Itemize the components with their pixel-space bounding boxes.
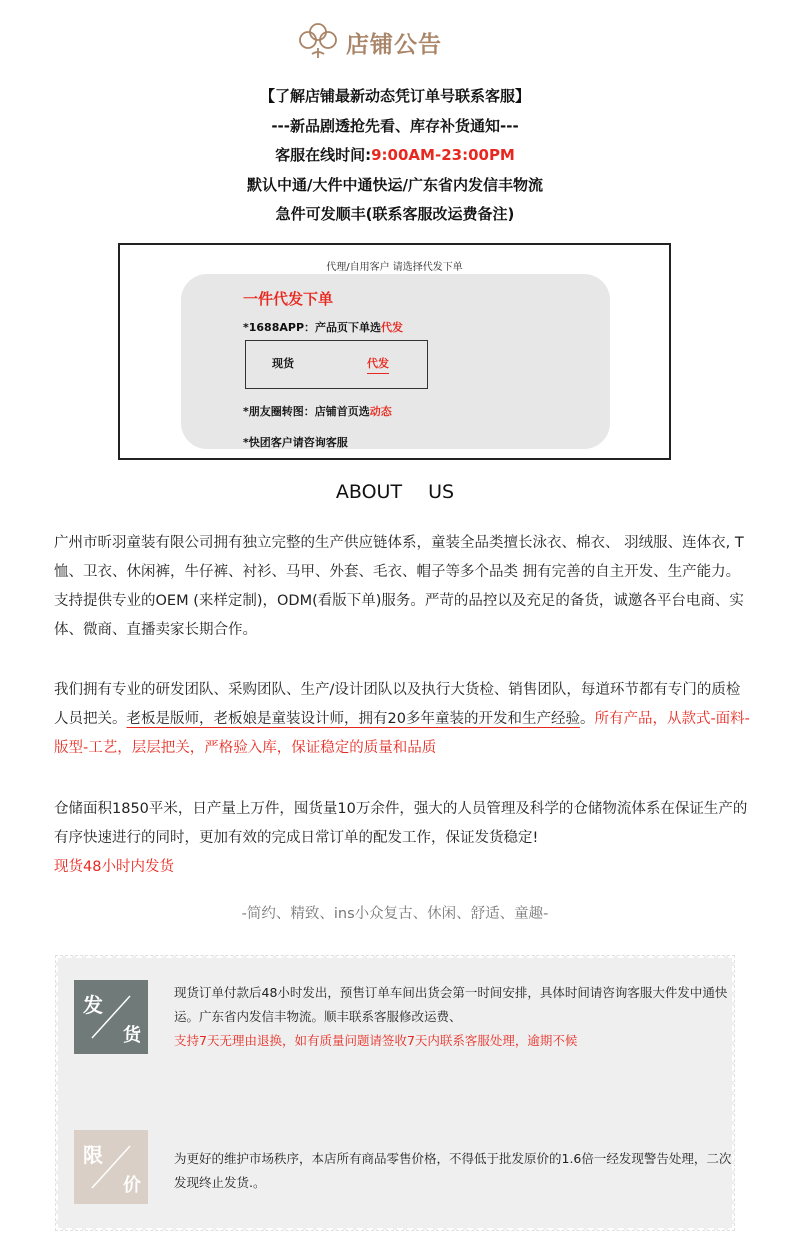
notice-line: 急件可发顺丰(联系客服改运费备注) xyxy=(275,205,515,223)
return-policy-highlight: 支持7天无理由退换，如有质量问题请签收7天内联系客服处理，逾期不候 xyxy=(174,1033,578,1048)
badge-char: 发 xyxy=(83,993,103,1017)
store-notice-header xyxy=(0,18,790,64)
team-sep: 。 xyxy=(579,711,595,727)
instruction-text: *1688APP：产品页下单选 xyxy=(243,321,382,334)
order-instruction-1688 xyxy=(243,319,403,335)
warehouse-text: 仓储面积1850平米，日产量上万件，囤货量10万余件，强大的人员管理及科学的仓储物流体系在保证生产的有序快速进行的同时，更加有效的完成日常订单的配发工作，保证发货稳定! xyxy=(54,801,748,846)
notice-line: 【了解店铺最新动态凭订单号联系客服】 xyxy=(259,87,530,105)
style-tagline: -简约、精致、ins小众复古、休闲、舒适、童趣- xyxy=(241,906,549,922)
page-title: 店铺公告 xyxy=(346,32,442,58)
about-us-title: ABOUT US xyxy=(335,481,455,503)
shipping-policy-text xyxy=(174,981,734,1053)
order-option-selector xyxy=(245,340,428,389)
policy-panel xyxy=(56,956,734,1230)
price-policy-text: 为更好的维护市场秩序，本店所有商品零售价格，不得低于批发原价的1.6倍一经发现警告处理，二次发现终止发货.。 xyxy=(174,1151,732,1190)
order-instruction-moments xyxy=(243,403,392,419)
order-instruction-group: *快团客户请咨询客服 xyxy=(243,436,348,449)
experience-highlight: 老板是版师，老板娘是童装设计师，拥有20多年童装的开发和生产经验 xyxy=(126,711,580,727)
order-caption: 代理/自用客户 请选择代发下单 xyxy=(326,262,463,273)
instruction-highlight: 代发 xyxy=(381,321,404,334)
order-title: 一件代发下单 xyxy=(243,290,334,308)
badge-char: 价 xyxy=(123,1175,141,1196)
order-panel xyxy=(181,274,610,449)
notice-line-hours xyxy=(0,141,790,171)
badge-char: 货 xyxy=(123,1025,141,1046)
option-dropship[interactable]: 代发 xyxy=(367,355,389,374)
option-stock[interactable]: 现货 xyxy=(272,357,294,370)
quality-highlight: 所有产品，从款式-面料-版型-工艺，层层把关，严格验入库，保证稳定的质量和品质 xyxy=(54,711,750,756)
warehouse-paragraph xyxy=(54,795,754,882)
price-limit-badge xyxy=(74,1130,148,1204)
shipping-badge xyxy=(74,980,148,1054)
company-intro-paragraph: 广州市昕羽童装有限公司拥有独立完整的生产供应链体系，童装全品类擅长泳衣、棉衣、 羽绒服、连体衣, T恤、卫衣、休闲裤，牛仔裤、衬衫、马甲、外套、毛衣、帽子等多个品类 拥有完善的自主开发、生产能力。支持提供专业的OEM (来样定制)，ODM(看版下单)服务。严苛的品控以及充足的备货，诚邀各平台电商、实体、微商、直播卖家长期合作。 xyxy=(54,535,744,638)
ship-48h-highlight: 现货48小时内发货 xyxy=(54,859,174,875)
hours-label: 客服在线时间: xyxy=(275,146,372,164)
notice-line: ---新品剧透抢先看、库存补货通知--- xyxy=(271,116,519,135)
cotton-flower-icon xyxy=(296,18,340,60)
notice-line: 默认中通/大件中通快运/广东省内发信丰物流 xyxy=(247,175,543,194)
notice-block xyxy=(0,82,790,230)
team-paragraph xyxy=(54,676,754,763)
instruction-highlight: 动态 xyxy=(369,405,392,418)
instruction-text: *朋友圈转图：店铺首页选 xyxy=(243,405,370,418)
team-text: 我们拥有专业的研发团队、采购团队、生产/设计团队以及执行大货检、销售团队，每道环节都有专门的质检人员把关。 xyxy=(54,682,741,727)
badge-char: 限 xyxy=(83,1143,103,1167)
dropship-order-box xyxy=(118,243,671,460)
hours-time: 9:00AM-23:00PM xyxy=(371,146,515,164)
shipping-text: 现货订单付款后48小时发出，预售订单车间出货会第一时间安排，具体时间请咨询客服大件发中通快运。广东省内发信丰物流。顺丰联系客服修改运费、 xyxy=(174,985,728,1024)
